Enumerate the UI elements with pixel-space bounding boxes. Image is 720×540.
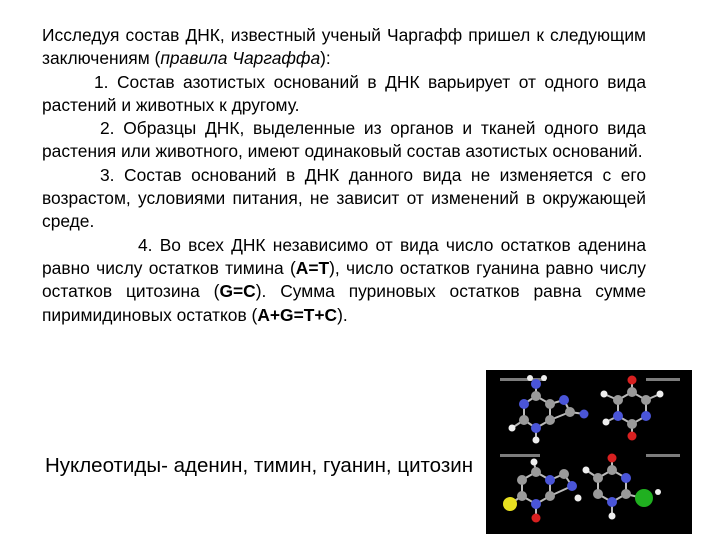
nucleotides-caption: Нуклеотиды- аденин, тимин, гуанин, цитозин — [44, 454, 474, 477]
equation-purine-pyrimidine: A+G=T+C — [257, 304, 338, 325]
intro-paragraph — [42, 24, 646, 71]
rule-2: 2. Образцы ДНК, выделенные из органов и тканей одного вида растения или животного, имеют одинаковый состав азотистых оснований. — [42, 118, 646, 162]
equation-at: А=Т — [295, 257, 330, 278]
intro-after: ): — [320, 48, 331, 69]
intro-italic: правила Чаргаффа — [160, 48, 321, 69]
intro-before: Исследуя состав ДНК, известный ученый Чаргафф пришел к следующим заключениям ( — [42, 25, 646, 69]
equation-gc: G=C — [219, 281, 256, 302]
rule-4: 4. Во всех ДНК независимо от вида число остатков аденина равно числу остатков тимина (А=Т), число остатков гуанина равно числу остатков цитозина (G=C). Сумма пуриновых остатков равна сумме пиримидиновых остатков (A+G=T+C). — [42, 234, 646, 325]
nucleotides-molecule-image — [486, 370, 692, 534]
rule-3: 3. Состав оснований в ДНК данного вида не изменяется с его возрастом, условиями питания, не зависит от изменений в окружающей среде. — [42, 164, 646, 232]
rule-1: 1. Состав азотистых оснований в ДНК варьирует от одного вида растений и животных к другому. — [42, 71, 646, 115]
rules-text — [42, 24, 646, 327]
